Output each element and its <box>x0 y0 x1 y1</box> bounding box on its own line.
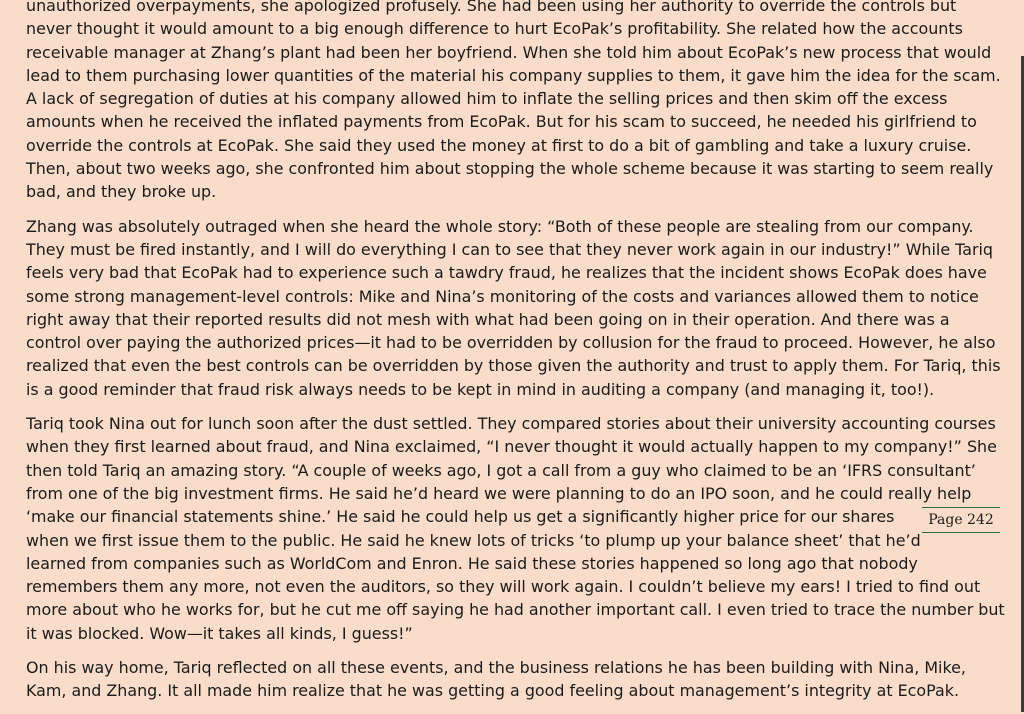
text-line: some strong management-level controls: Mike and Nina’s monitoring of the costs and variances allowed them to notice <box>26 286 979 306</box>
text-line: right away that their reported results did not mesh with what had been going on in their operation. And there was a <box>26 309 950 329</box>
text-line: then told Tariq an amazing story. “A couple of weeks ago, I got a call from a guy who claimed to be an ‘IFRS consultant’ <box>26 460 976 480</box>
text-line: more about who he works for, but he cut me off saying he had another important call. I even tried to trace the number but <box>26 600 1005 620</box>
text-line: Kam, and Zhang. It all made him realize that he was getting a good feeling about management’s integrity at EcoPak. <box>26 681 959 701</box>
text-line: feels very bad that EcoPak had to experience such a tawdry fraud, he realizes that the incident shows EcoPak does have <box>26 263 987 283</box>
text-line: unauthorized overpayments, she apologized profusely. She had been using her authority to override the controls but <box>26 0 957 15</box>
text-line: On his way home, Tariq reflected on all these events, and the business relations he has been building with Nina, Mike, <box>26 658 966 678</box>
text-line: receivable manager at Zhang’s plant had been her boyfriend. When she told him about EcoPak’s new process that would <box>26 42 992 62</box>
text-line: amounts when he received the inflated payments from EcoPak. But for his scam to succeed, he needed his girlfriend to <box>26 112 977 132</box>
text-line: remembers them any more, not even the auditors, so they will work again. I couldn’t believe my ears! I tried to find out <box>26 577 981 597</box>
text-line: when they first learned about fraud, and Nina exclaimed, “I never thought it would actually happen to my company!” She <box>26 437 997 457</box>
paragraph-3 <box>26 412 1005 645</box>
text-line: from one of the big investment firms. He said he’d heard we were planning to do an IPO soon, and he could really help <box>26 483 972 503</box>
document-body <box>26 0 1005 714</box>
text-line: it was blocked. Wow—it takes all kinds, I guess!” <box>26 623 413 643</box>
text-line: learned from companies such as WorldCom and Enron. He said these stories happened so long ago that nobody <box>26 553 918 573</box>
text-line: never thought it would amount to a big enough difference to hurt EcoPak’s profitability. She related how the accounts <box>26 19 963 39</box>
text-line: override the controls at EcoPak. She said they used the money at first to do a bit of gambling and take a luxury cruise. <box>26 135 972 155</box>
paragraph-1 <box>26 0 1001 204</box>
text-line: Zhang was absolutely outraged when she heard the whole story: “Both of these people are stealing from our company. <box>26 216 974 236</box>
text-line: Tariq took Nina out for lunch soon after the dust settled. They compared stories about their university accounting courses <box>26 414 996 434</box>
text-line: control over paying the authorized prices—it had to be overridden by collusion for the fraud to proceed. However, he also <box>26 333 996 353</box>
text-line: bad, and they broke up. <box>26 182 217 202</box>
text-line: ‘make our financial statements shine.’ He said he could help us get a significantly higher price for our shares <box>26 507 895 527</box>
text-line: when we first issue them to the public. He said he knew lots of tricks ‘to plump up your balance sheet’ that he’d <box>26 530 921 550</box>
text-line: They must be fired instantly, and I will do everything I can to see that they never work again in our industry!” While Tariq <box>26 239 993 259</box>
text-line: lead to them purchasing lower quantities of the material his company supplies to them, it gave him the idea for the scam. <box>26 65 1001 85</box>
text-line: Then, about two weeks ago, she confronted him about stopping the whole scheme because it was starting to seem really <box>26 159 994 179</box>
page-number-marker: Page 242 <box>922 507 1000 533</box>
text-line: A lack of segregation of duties at his company allowed him to inflate the selling prices and then skim off the excess <box>26 89 948 109</box>
text-line: is a good reminder that fraud risk always needs to be kept in mind in auditing a company (and managing it, too!). <box>26 379 935 399</box>
text-line: realized that even the best controls can be overridden by those given the authority and trust to apply them. For Tariq, this <box>26 356 1001 376</box>
paragraph-2 <box>26 215 1001 401</box>
paragraph-4 <box>26 656 1001 703</box>
